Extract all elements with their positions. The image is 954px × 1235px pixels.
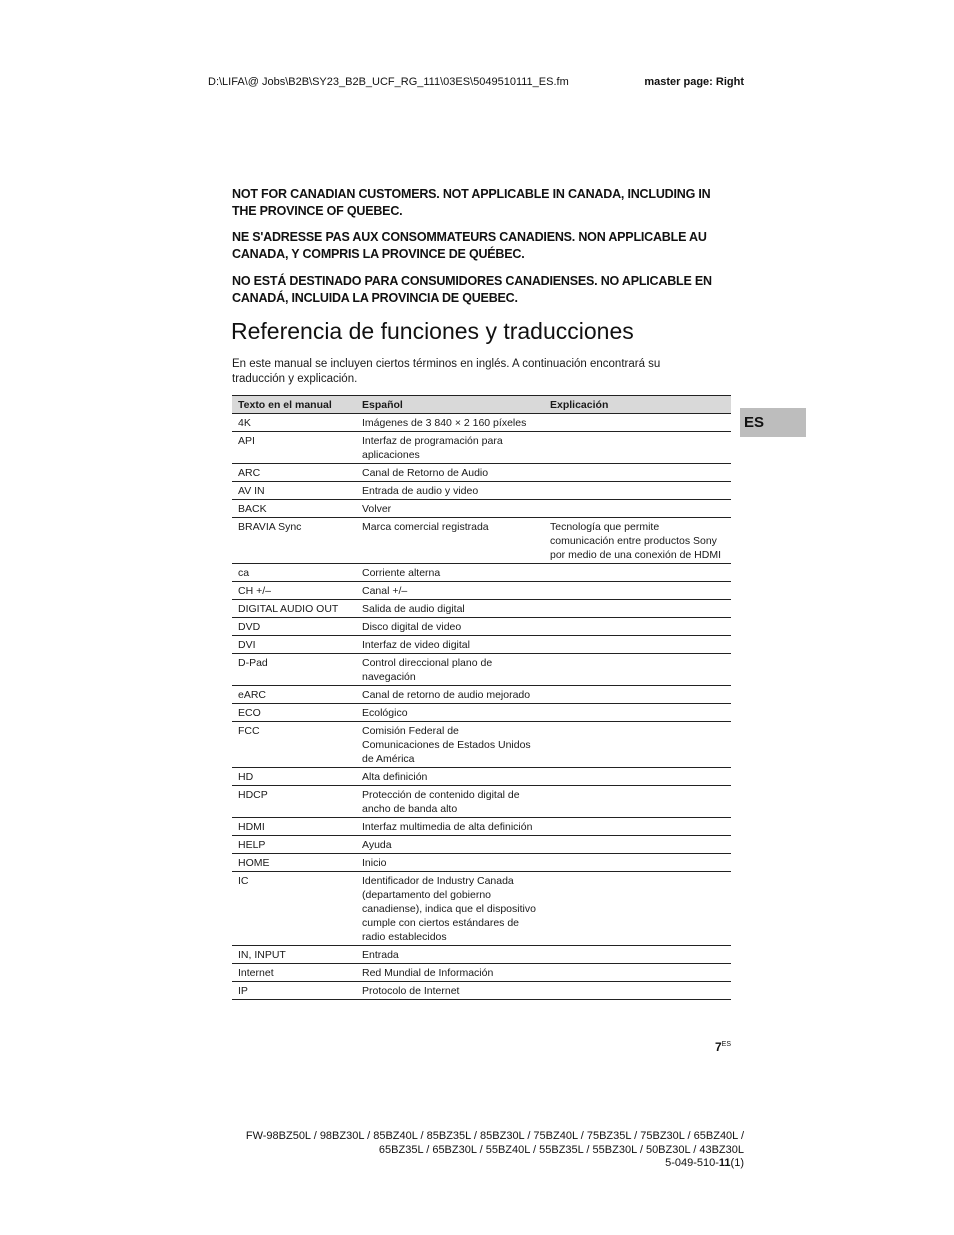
- term-cell: D-Pad: [232, 654, 356, 686]
- term-cell: ca: [232, 564, 356, 582]
- footer-code-bold: 11: [718, 1157, 731, 1169]
- spanish-cell: Control direccional plano de navegación: [356, 654, 544, 686]
- explanation-cell: [544, 654, 731, 686]
- spanish-cell: Interfaz multimedia de alta definición: [356, 818, 544, 836]
- spanish-cell: Entrada de audio y video: [356, 482, 544, 500]
- table-row: [232, 768, 731, 786]
- spanish-cell: Imágenes de 3 840 × 2 160 píxeles: [356, 414, 544, 432]
- spanish-cell: Ecológico: [356, 704, 544, 722]
- spanish-cell: Volver: [356, 500, 544, 518]
- explanation-cell: Tecnología que permite comunicación entre productos Sony por medio de una conexión de HDMI: [544, 518, 731, 564]
- spanish-cell: Canal de Retorno de Audio: [356, 464, 544, 482]
- term-cell: DVI: [232, 636, 356, 654]
- notice-spanish: NO ESTÁ DESTINADO PARA CONSUMIDORES CANADIENSES. NO APLICABLE EN CANADÁ, INCLUIDA LA PROVINCIA DE QUEBEC.: [232, 274, 712, 305]
- explanation-cell: [544, 600, 731, 618]
- table-row: [232, 686, 731, 704]
- term-cell: IC: [232, 872, 356, 946]
- term-cell: DVD: [232, 618, 356, 636]
- term-cell: HDMI: [232, 818, 356, 836]
- table-row: [232, 786, 731, 818]
- footer-models: [184, 1130, 744, 1171]
- spanish-cell: Comisión Federal de Comunicaciones de Estados Unidos de América: [356, 722, 544, 768]
- explanation-cell: [544, 786, 731, 818]
- explanation-cell: [544, 946, 731, 964]
- intro-paragraph: En este manual se incluyen ciertos términos en inglés. A continuación encontrará su traducción y explicación.: [232, 358, 661, 385]
- term-cell: Internet: [232, 964, 356, 982]
- table-row: [232, 854, 731, 872]
- table-row: [232, 704, 731, 722]
- table-row: [232, 818, 731, 836]
- table-row: [232, 432, 731, 464]
- page-number-value: 7: [714, 1040, 722, 1054]
- master-page-label: master page: Right: [644, 76, 744, 88]
- explanation-cell: [544, 854, 731, 872]
- language-tab: ES: [740, 408, 806, 437]
- explanation-cell: [544, 564, 731, 582]
- table-body: [232, 414, 731, 1000]
- term-cell: IP: [232, 982, 356, 1000]
- term-cell: BACK: [232, 500, 356, 518]
- explanation-cell: [544, 414, 731, 432]
- term-cell: HELP: [232, 836, 356, 854]
- notice-french: NE S'ADRESSE PAS AUX CONSOMMATEURS CANADIENS. NON APPLICABLE AU CANADA, Y COMPRIS LA PROVINCE DE QUÉBEC.: [232, 230, 707, 261]
- explanation-cell: [544, 722, 731, 768]
- explanation-cell: [544, 704, 731, 722]
- term-cell: ECO: [232, 704, 356, 722]
- explanation-cell: [544, 964, 731, 982]
- spanish-cell: Entrada: [356, 946, 544, 964]
- explanation-cell: [544, 618, 731, 636]
- column-header-spanish: Español: [356, 396, 544, 414]
- notice-english: NOT FOR CANADIAN CUSTOMERS. NOT APPLICABLE IN CANADA, INCLUDING IN THE PROVINCE OF QUEBEC.: [232, 187, 711, 218]
- table-row: [232, 564, 731, 582]
- term-cell: AV IN: [232, 482, 356, 500]
- term-cell: eARC: [232, 686, 356, 704]
- term-cell: IN, INPUT: [232, 946, 356, 964]
- footer-code: [184, 1157, 744, 1171]
- spanish-cell: Red Mundial de Información: [356, 964, 544, 982]
- table-row: [232, 982, 731, 1000]
- spanish-cell: Identificador de Industry Canada (departamento del gobierno canadiense), indica que el dispositivo cumple con ciertos estándares de radio establecidos: [356, 872, 544, 946]
- term-cell: DIGITAL AUDIO OUT: [232, 600, 356, 618]
- spanish-cell: Canal +/–: [356, 582, 544, 600]
- explanation-cell: [544, 464, 731, 482]
- table-row: [232, 600, 731, 618]
- table-row: [232, 518, 731, 564]
- file-path: D:\LIFA\@ Jobs\B2B\SY23_B2B_UCF_RG_111\03ES\5049510111_ES.fm: [208, 76, 569, 88]
- spanish-cell: Interfaz de programación para aplicaciones: [356, 432, 544, 464]
- term-cell: HD: [232, 768, 356, 786]
- table-row: [232, 414, 731, 432]
- term-cell: HDCP: [232, 786, 356, 818]
- term-cell: HOME: [232, 854, 356, 872]
- table-row: [232, 482, 731, 500]
- table-row: [232, 836, 731, 854]
- page-number: [715, 1040, 731, 1054]
- explanation-cell: [544, 686, 731, 704]
- term-cell: 4K: [232, 414, 356, 432]
- table-row: [232, 618, 731, 636]
- table-row: [232, 636, 731, 654]
- footer-models-line-1: FW-98BZ50L / 98BZ30L / 85BZ40L / 85BZ35L / 85BZ30L / 75BZ40L / 75BZ35L / 75BZ30L / 65BZ40L /: [245, 1130, 744, 1142]
- explanation-cell: [544, 432, 731, 464]
- table-row: [232, 582, 731, 600]
- column-header-term: Texto en el manual: [232, 396, 356, 414]
- spanish-cell: Disco digital de video: [356, 618, 544, 636]
- explanation-cell: [544, 636, 731, 654]
- table-row: [232, 654, 731, 686]
- term-cell: CH +/–: [232, 582, 356, 600]
- spanish-cell: Salida de audio digital: [356, 600, 544, 618]
- spanish-cell: Inicio: [356, 854, 544, 872]
- spanish-cell: Alta definición: [356, 768, 544, 786]
- spanish-cell: Protección de contenido digital de ancho de banda alto: [356, 786, 544, 818]
- explanation-cell: [544, 482, 731, 500]
- term-cell: FCC: [232, 722, 356, 768]
- column-header-explanation: Explicación: [544, 396, 731, 414]
- table-row: [232, 872, 731, 946]
- explanation-cell: [544, 768, 731, 786]
- table-row: [232, 946, 731, 964]
- page-number-suffix: ES: [721, 1041, 731, 1048]
- spanish-cell: Protocolo de Internet: [356, 982, 544, 1000]
- footer-code-prefix: 5-049-510-: [665, 1157, 719, 1169]
- term-cell: API: [232, 432, 356, 464]
- term-cell: ARC: [232, 464, 356, 482]
- table-row: [232, 964, 731, 982]
- page-title: Referencia de funciones y traducciones: [231, 318, 634, 344]
- term-cell: BRAVIA Sync: [232, 518, 356, 564]
- explanation-cell: [544, 872, 731, 946]
- spanish-cell: Ayuda: [356, 836, 544, 854]
- spanish-cell: Interfaz de video digital: [356, 636, 544, 654]
- terms-table: [232, 395, 731, 1000]
- table-row: [232, 722, 731, 768]
- table-row: [232, 500, 731, 518]
- table-row: [232, 464, 731, 482]
- table-header-row: [232, 396, 731, 414]
- footer-code-suffix: (1): [730, 1157, 744, 1169]
- spanish-cell: Canal de retorno de audio mejorado: [356, 686, 544, 704]
- explanation-cell: [544, 818, 731, 836]
- explanation-cell: [544, 836, 731, 854]
- explanation-cell: [544, 582, 731, 600]
- spanish-cell: Corriente alterna: [356, 564, 544, 582]
- footer-models-line-2: 65BZ35L / 65BZ30L / 55BZ40L / 55BZ35L / 55BZ30L / 50BZ30L / 43BZ30L: [378, 1143, 744, 1156]
- spanish-cell: Marca comercial registrada: [356, 518, 544, 564]
- explanation-cell: [544, 500, 731, 518]
- explanation-cell: [544, 982, 731, 1000]
